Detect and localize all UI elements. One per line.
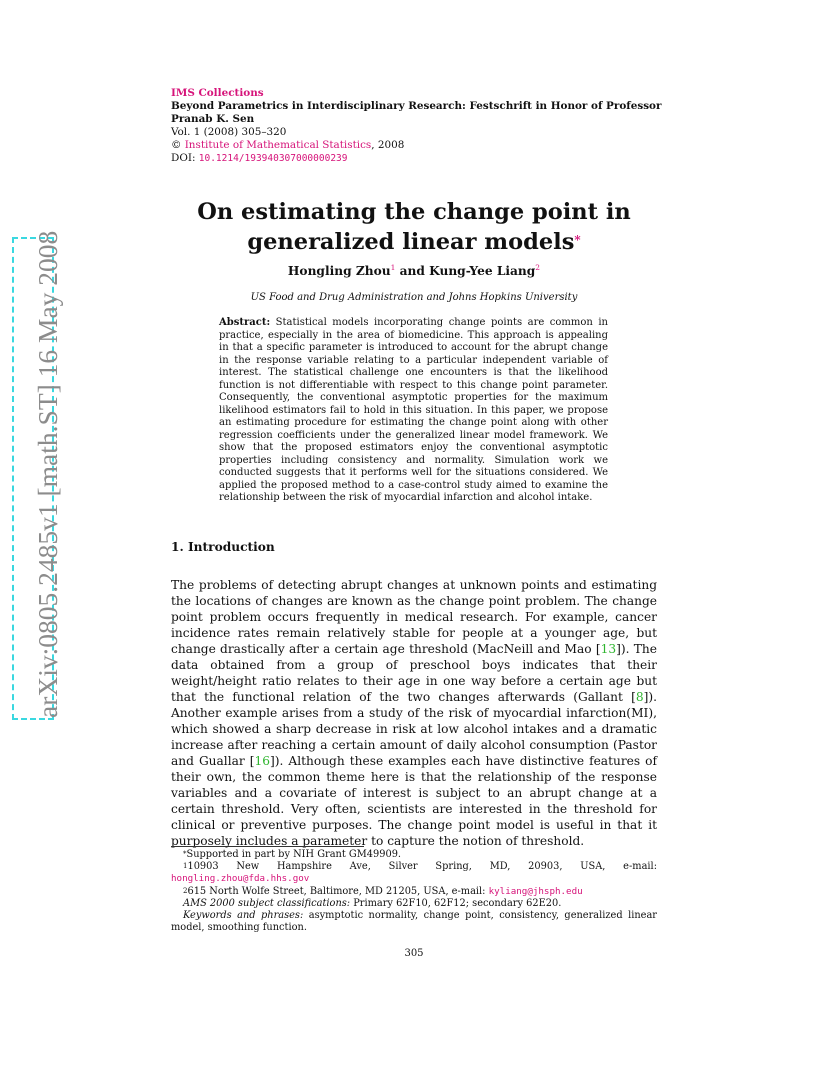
publisher-link[interactable]: Institute of Mathematical Statistics [184, 139, 372, 151]
author-2-footnote-mark[interactable]: 2 [535, 263, 541, 272]
intro-text-2: ]). The data obtained from a group of preschool boys indicates that their weight/height ratio relates to their age in one way before a certain age but that the functional relation of the two changes afterwards (Gallant [ [171, 642, 657, 704]
author-conjunction: and [395, 264, 430, 278]
footnote-1-mark: 1 [183, 862, 188, 871]
copyright-line [171, 139, 671, 152]
intro-text-1: The problems of detecting abrupt changes at unknown points and estimating the locations of changes are known as the change point problem. The change point problem occurs frequently in medical research. For example, cancer incidence rates remain relatively stable for people at a younger age, but change drastically after a certain age threshold (MacNeill and Mao [ [171, 578, 657, 656]
footnote-email-1-line [171, 873, 657, 885]
author-2: Kung-Yee Liang [429, 264, 536, 278]
footnote-address-2 [171, 886, 657, 898]
title-footnote-mark[interactable]: * [574, 233, 581, 247]
volume-info: Vol. 1 (2008) 305–320 [171, 126, 287, 138]
affiliation: US Food and Drug Administration and Johns Hopkins University [250, 292, 578, 303]
copyright-year: , 2008 [371, 139, 405, 151]
doi-line [171, 152, 671, 165]
footnote-2-mark: 2 [183, 886, 188, 895]
keywords [171, 910, 657, 934]
footnote-star-mark: * [183, 850, 187, 858]
keywords-label: Keywords and phrases: [183, 910, 304, 922]
ams-label: AMS 2000 subject classifications: [183, 897, 351, 909]
introduction-paragraph [171, 577, 657, 849]
footnote-divider [171, 846, 364, 847]
ams-text: Primary 62F10, 62F12; secondary 62E20. [350, 897, 562, 909]
section-heading: 1. Introduction [171, 540, 275, 554]
paper-title [160, 197, 668, 257]
intro-text-4: ]). Although these examples each have distinctive features of their own, the common theme here is that the relationship of the response variables and a covariate of interest is subject to an abrupt change at a certain threshold. Very often, scientists are interested in the threshold for clinical or preventive purposes. The change point model is useful in that it purposely includes a parameter to capture the notion of threshold. [171, 754, 657, 848]
footnote-address-1 [171, 861, 657, 873]
email-link-2[interactable]: kyliang@jhsph.edu [488, 885, 583, 897]
book-title: Beyond Parametrics in Interdisciplinary Research: Festschrift in Honor of Professor Pranab K. Sen [171, 100, 662, 125]
citation-link[interactable]: 16 [254, 754, 270, 768]
publication-header [171, 87, 671, 165]
author-1: Hongling Zhou [287, 264, 391, 278]
author-1-footnote-mark[interactable]: 1 [390, 263, 396, 272]
title-line-2 [160, 227, 668, 257]
intro-text-3: ]). Another example arises from a study of the risk of myocardial infarction(MI), which showed a sharp decrease in risk at low alcohol intakes and a dramatic increase after reaching a certain amount of daily alcohol consumption (Pastor and Guallar [ [171, 690, 657, 768]
title-line-2-text: generalized linear models [247, 229, 575, 255]
email-link-1[interactable]: hongling.zhou@fda.hhs.gov [171, 873, 310, 885]
abstract-label: Abstract: [219, 317, 271, 328]
doi-label: DOI: [171, 152, 199, 164]
citation-link[interactable]: 13 [600, 642, 617, 656]
doi-link[interactable]: 10.1214/193940307000000239 [198, 153, 348, 164]
citation-link[interactable]: 8 [635, 690, 644, 704]
author-line [171, 264, 657, 278]
arxiv-identifier: arXiv:0805.2485v1 [math.ST] 16 May 2008 [32, 230, 63, 718]
footnotes [171, 849, 657, 934]
footnote-funding-text: Supported in part by NIH Grant GM49909. [186, 849, 402, 860]
ams-classification [171, 898, 657, 910]
abstract-text: Statistical models incorporating change points are common in practice, especially in the area of biomedicine. This approach is appealing in that a specific parameter is introduced to account for the abrupt change in the response variable relating to a particular independent variable of interest. The statistical challenge one encounters is that the likelihood function is not differentiable with respect to this change point parameter. Consequently, the conventional asymptotic properties for the maximum likelihood estimators fail to hold in this situation. In this paper, we propose an estimating procedure for estimating the change point along with other regression coefficients under the generalized linear model framework. We show that the proposed estimators enjoy the conventional asymptotic properties including consistency and normality. Simulation work we conducted suggests that it performs well for the situations considered. We applied the proposed method to a case-control study aimed to examine the relationship between the risk of myocardial infarction and alcohol intake. [219, 317, 608, 503]
footnote-funding [171, 849, 657, 861]
page-number: 305 [404, 948, 424, 959]
copyright-symbol: © [171, 139, 182, 151]
footnote-address-1-text: 10903 New Hampshire Ave, Silver Spring, MD, 20903, USA, e-mail: [187, 861, 657, 873]
abstract [219, 317, 608, 505]
keywords-text: asymptotic normality, change point, consistency, generalized linear model, smoothing function. [171, 910, 657, 934]
footnote-address-2-text: 615 North Wolfe Street, Baltimore, MD 21205, USA, e-mail: [187, 885, 489, 897]
collection-name[interactable]: IMS Collections [171, 87, 264, 99]
title-line-1: On estimating the change point in [197, 199, 631, 225]
